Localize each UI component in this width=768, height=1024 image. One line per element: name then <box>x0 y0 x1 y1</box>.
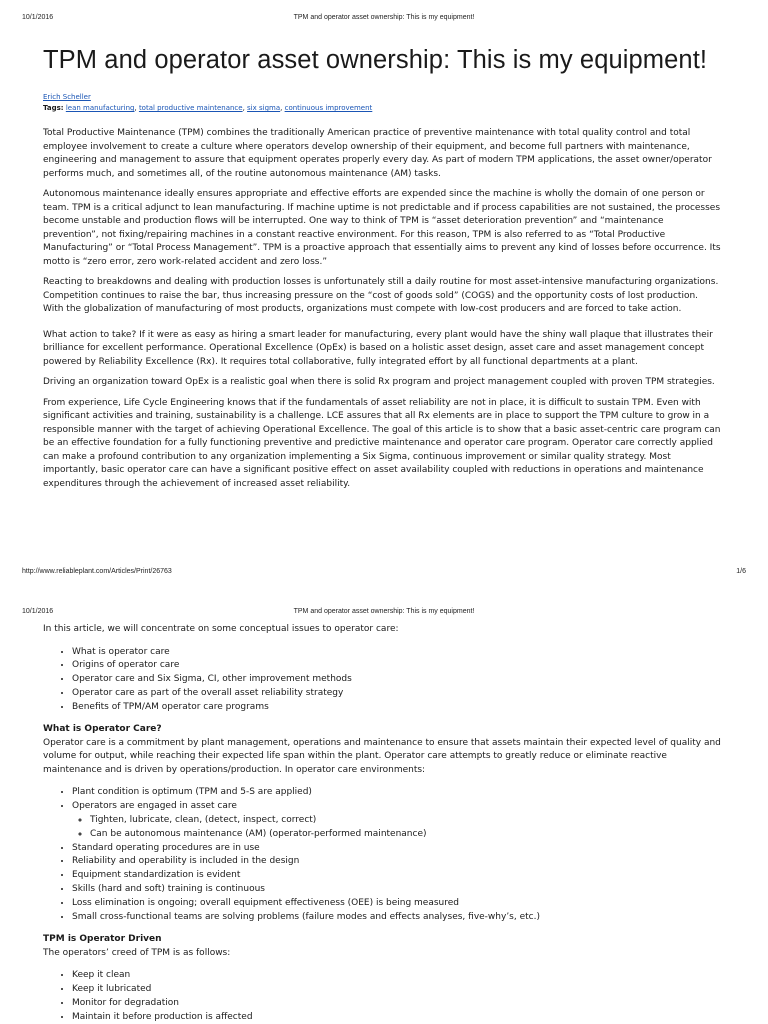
page-footer <box>22 568 746 578</box>
environment-list <box>43 786 721 924</box>
paragraph: Driving an organization toward OpEx is a realistic goal when there is solid Rx program and project management coupled with proven TPM strategies. <box>43 377 715 387</box>
list-item: • Operator care and Six Sigma, CI, other improvement methods <box>72 673 721 687</box>
list-item: • Standard operating procedures are in use <box>72 842 721 856</box>
list-item: • Equipment standardization is evident <box>72 869 721 883</box>
article-title: TPM and operator asset ownership: This is my equipment! <box>43 46 708 74</box>
tag-link[interactable]: total productive maintenance <box>138 104 243 112</box>
header-date: 10/1/2016 <box>22 14 54 21</box>
page-header <box>22 14 746 24</box>
list-item: • What is operator care <box>72 646 721 660</box>
footer-url: http://www.reliableplant.com/Articles/Print/26763 <box>22 568 172 575</box>
article-author <box>43 92 721 103</box>
list-item: • Skills (hard and soft) training is continuous <box>72 883 721 897</box>
creed-list <box>43 969 721 1024</box>
section-heading: What is Operator Care? <box>43 724 162 735</box>
paragraph: Total Productive Maintenance (TPM) combines the traditionally American practice of preventive maintenance with total quality control and total employee involvement to create a culture where operators develop ownership of their equipment, and become full partners with maintenance, engineering and management to assure that equipment operates properly every day. As part of modern TPM applications, the asset owner/operator performs much, and sometimes all, of the routine autonomous maintenance (AM) tasks. <box>43 128 712 179</box>
intro-list <box>43 646 721 715</box>
list-item <box>72 800 721 841</box>
section-text: Operator care is a commitment by plant management, operations and maintenance to ensure that assets maintain their expected level of quality and volume for output, while reaching their expected life span within the plant. Operator care attempts to greatly reduce or eliminate reactive maintenance and is driven by operations/production. In operator care environments: <box>43 737 721 775</box>
list-item: • Keep it lubricated <box>72 983 721 997</box>
tag-link[interactable]: lean manufacturing <box>65 104 135 112</box>
section-heading: TPM is Operator Driven <box>43 934 162 945</box>
list-item: • Reliability and operability is included in the design <box>72 855 721 869</box>
sub-list <box>72 814 721 842</box>
header-title: TPM and operator asset ownership: This is my equipment! <box>293 608 475 615</box>
sub-list-item: ◦ Can be autonomous maintenance (AM) (operator-performed maintenance) <box>90 828 721 842</box>
list-item: • Benefits of TPM/AM operator care programs <box>72 701 721 715</box>
list-item: • Plant condition is optimum (TPM and 5-S are applied) <box>72 786 721 800</box>
list-item: • Operator care as part of the overall asset reliability strategy <box>72 687 721 701</box>
list-item: • Origins of operator care <box>72 659 721 673</box>
list-item-label: Operators are engaged in asset care <box>72 801 237 812</box>
paragraph: What action to take? If it were as easy as hiring a smart leader for manufacturing, every plant would have the shiny wall plaque that illustrates their brilliance for excellent performance. Operational Excellence (OpEx) is based on a holistic asset design, asset care and asset management concept powered by Reliability Excellence (Rx). It requires total collaborative, fully integrated effort by all functional departments at a plant. <box>43 329 713 367</box>
list-item: • Maintain it before production is affected <box>72 1011 721 1024</box>
article-tags: Tags: lean manufacturing, total productive maintenance, six sigma, continuous improvement <box>43 104 373 112</box>
paragraph: Reacting to breakdowns and dealing with production losses is unfortunately still a daily routine for most asset-intensive manufacturing organizations. Competition continues to raise the bar, thus increasing pressure on the “cost of goods sold” (COGS) and the opportunity costs of lost production. With the globalization of manufacturing of most products, organizations must compete with low-cost producers and are forced to take action. <box>43 277 719 314</box>
header-title: TPM and operator asset ownership: This is my equipment! <box>293 14 475 21</box>
section-text: The operators’ creed of TPM is as follows: <box>43 947 231 958</box>
list-item: • Monitor for degradation <box>72 997 721 1011</box>
article-body-continued <box>43 623 721 1024</box>
sub-list-item: ◦ Tighten, lubricate, clean, (detect, inspect, correct) <box>90 814 721 828</box>
tag-link[interactable]: six sigma <box>247 104 281 112</box>
pdf-page-2 <box>0 590 768 1024</box>
tag-link[interactable]: continuous improvement <box>284 104 373 112</box>
paragraph: From experience, Life Cycle Engineering knows that if the fundamentals of asset reliability are not in place, it is difficult to sustain TPM. Even with significant activities and training, sustainability is a challenge. LCE assures that all Rx elements are in place to support the TPM culture to grow in a responsible manner with the target of achieving Operational Excellence. The goal of this article is to show that a basic asset-centric care program can be an effective foundation for a fully functioning preventive and predictive maintenance and operator care program. Operator care correctly applied can make a profound contribution to any organization implementing a Six Sigma, continuous improvement or similar quality strategy. Most importantly, basic operator care can have a significant positive effect on asset availability coupled with reductions in operations and maintenance expenditures through the achievement of increased asset reliability. <box>43 397 721 489</box>
intro-text: In this article, we will concentrate on some conceptual issues to operator care: <box>43 624 399 634</box>
page-number: 1/6 <box>736 568 746 575</box>
author-link[interactable]: Erich Scheller <box>43 93 91 101</box>
paragraph: Autonomous maintenance ideally ensures appropriate and effective efforts are expended since the machine is wholly the domain of one person or team. TPM is a critical adjunct to lean manufacturing. If machine uptime is not predictable and if process capabilities are not sustained, the processes become unstable and production flows will be interrupted. One way to think of TPM is “asset deterioration prevention” and “maintenance prevention”, not fixing/repairing machines in a constant reactive environment. For this reason, TPM is also referred to as “Total Productive Manufacturing” or “Total Process Management”. TPM is a proactive approach that essentially aims to prevent any kind of losses before occurrence. Its motto is “zero error, zero work-related accident and zero loss.” <box>43 189 721 267</box>
list-item: • Small cross-functional teams are solving problems (failure modes and effects analyses, five-why’s, etc.) <box>72 911 721 925</box>
list-item: • Loss elimination is ongoing; overall equipment effectiveness (OEE) is being measured <box>72 897 721 911</box>
tags-label: Tags: <box>43 104 64 112</box>
list-item: • Keep it clean <box>72 969 721 983</box>
header-date: 10/1/2016 <box>22 608 54 615</box>
article-body <box>43 38 721 498</box>
page-header <box>22 608 746 618</box>
